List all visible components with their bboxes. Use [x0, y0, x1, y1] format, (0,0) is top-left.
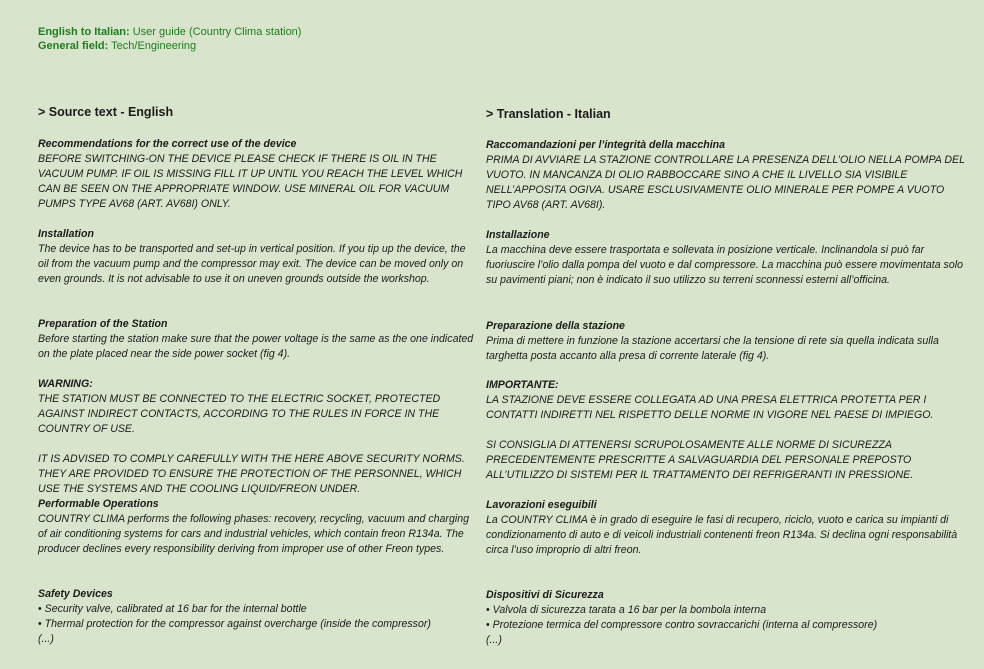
language-pair-label: English to Italian: [38, 26, 130, 38]
section-heading: Safety Devices [38, 588, 113, 600]
general-field-label: General field: [38, 40, 109, 52]
translation-title: > Translation - Italian [486, 107, 611, 121]
translation-section-preparazione [486, 319, 966, 364]
section-body: Prima di mettere in funzione la stazione accertarsi che la tensione di rete sia quella indicata sulla targhetta posta accanto alla presa di corrente laterale (fig 4). [486, 335, 939, 362]
section-heading: Recommendations for the correct use of the device [38, 138, 297, 150]
source-section-safety-devices [38, 587, 478, 647]
translation-column [486, 106, 966, 646]
section-body: LA STAZIONE DEVE ESSERE COLLEGATA AD UNA PRESA ELETTRICA PROTETTA PER I CONTATTI INDIRETTI NEL RISPETTO DELLE NORME IN VIGORE NEL PAESE DI IMPIEGO. [486, 394, 934, 421]
ellipsis: (...) [486, 634, 502, 646]
section-heading: Preparazione della stazione [486, 320, 625, 332]
source-section-operations [38, 497, 478, 557]
section-body-secondary: IT IS ADVISED TO COMPLY CAREFULLY WITH THE HERE ABOVE SECURITY NORMS. THEY ARE PROVIDED TO ENSURE THE PROTECTION OF THE PERSONNEL, WHICH USE THE SYSTEMS AND THE COOLING LIQUID/FREON UNDER. [38, 453, 465, 495]
translation-section-installazione [486, 228, 966, 288]
section-body: BEFORE SWITCHING-ON THE DEVICE PLEASE CHECK IF THERE IS OIL IN THE VACUUM PUMP. IF OIL IS MISSING FILL IT UP UNTIL YOU REACH THE LEVEL WHICH CAN BE SEEN ON THE APPROPRIATE WINDOW. USE MINERAL OIL FOR VACUUM PUMPS TYPE AV68 (ART. AV68I) ONLY. [38, 153, 463, 210]
source-section-recommendations [38, 137, 478, 212]
ellipsis: (...) [38, 633, 54, 645]
list-item: • Valvola di sicurezza tarata a 16 bar per la bombola interna [486, 603, 966, 618]
source-title: > Source text - English [38, 105, 174, 119]
source-section-installation [38, 227, 478, 287]
section-heading: Raccomandazioni per l’integrità della macchina [486, 139, 726, 151]
spacer [38, 437, 478, 452]
translation-section-dispositivi [486, 588, 966, 648]
language-pair-value: User guide (Country Clima station) [132, 26, 302, 38]
translation-section-importante [486, 378, 966, 483]
general-field-line [38, 39, 301, 53]
section-heading: Preparation of the Station [38, 318, 168, 330]
section-body: La macchina deve essere trasportata e sollevata in posizione verticale. Inclinandola si può far fuoriuscire l’olio dalla pompa del vuoto e dal compressore. La macchina può essere movimentata solo su pavimenti piani; non è indicato il suo utilizzo su terreni sconnessi esterni all’officina. [486, 244, 963, 286]
section-heading: Installation [38, 228, 94, 240]
source-column [38, 104, 478, 645]
section-body: The device has to be transported and set-up in vertical position. If you tip up the device, the oil from the vacuum pump and the compressor may exit. The device can be moved only on even grounds. It is not advisable to use it on uneven grounds outside the workshop. [38, 243, 466, 285]
source-section-warning [38, 377, 478, 497]
list-item: • Thermal protection for the compressor against overcharge (inside the compressor) [38, 617, 478, 632]
section-heading: IMPORTANTE: [486, 379, 559, 391]
section-body: Before starting the station make sure that the power voltage is the same as the one indicated on the plate placed near the side power socket (fig 4). [38, 333, 474, 360]
section-body: La COUNTRY CLIMA è in grado di eseguire le fasi di recupero, riciclo, vuoto e carica su impianti di condizionamento di auto e di veicoli industriali contenenti freon R134a. Si declina ogni responsabilità circa l’uso improprio di altri freon. [486, 514, 958, 556]
bullet-list [486, 603, 966, 633]
list-item: • Security valve, calibrated at 16 bar for the internal bottle [38, 602, 478, 617]
document-meta [38, 25, 301, 53]
bullet-list [38, 602, 478, 632]
section-heading: Installazione [486, 229, 550, 241]
section-body: THE STATION MUST BE CONNECTED TO THE ELECTRIC SOCKET, PROTECTED AGAINST INDIRECT CONTACTS, ACCORDING TO THE RULES IN FORCE IN THE COUNTRY OF USE. [38, 393, 441, 435]
section-body-secondary: SI CONSIGLIA DI ATTENERSI SCRUPOLOSAMENTE ALLE NORME DI SICUREZZA PRECEDENTEMENTE PRESCRITTE A SALVAGUARDIA DEL PERSONALE PREPOSTO ALL’UTILIZZO DI SISTEMI PER IL TRATTAMENTO DEI REFRIGERANTI IN PRESSIONE. [486, 439, 914, 481]
section-heading: Dispositivi di Sicurezza [486, 589, 604, 601]
section-heading: Performable Operations [38, 498, 159, 510]
source-section-preparation [38, 317, 478, 362]
translation-section-raccomandazioni [486, 138, 966, 213]
spacer [486, 423, 966, 438]
section-body: COUNTRY CLIMA performs the following phases: recovery, recycling, vacuum and charging of air conditioning systems for cars and industrial vehicles, which contain freon R134a. The producer declines every responsibility deriving from improper use of other Freon types. [38, 513, 469, 555]
section-body: PRIMA DI AVVIARE LA STAZIONE CONTROLLARE LA PRESENZA DELL’OLIO NELLA POMPA DEL VUOTO. IN MANCANZA DI OLIO RABBOCCARE SINO A CHE IL LIVELLO SIA VISIBILE NELL’APPOSITA OGIVA. USARE ESCLUSIVAMENTE OLIO MINERALE PER POMPE A VUOTO TIPO AV68 (ART. AV68I). [486, 154, 965, 211]
general-field-value: Tech/Engineering [111, 40, 197, 52]
list-item: • Protezione termica del compressore contro sovraccarichi (interna al compressore) [486, 618, 966, 633]
section-heading: WARNING: [38, 378, 93, 390]
translation-section-lavorazioni [486, 498, 966, 558]
language-pair-line [38, 25, 301, 39]
section-heading: Lavorazioni eseguibili [486, 499, 597, 511]
